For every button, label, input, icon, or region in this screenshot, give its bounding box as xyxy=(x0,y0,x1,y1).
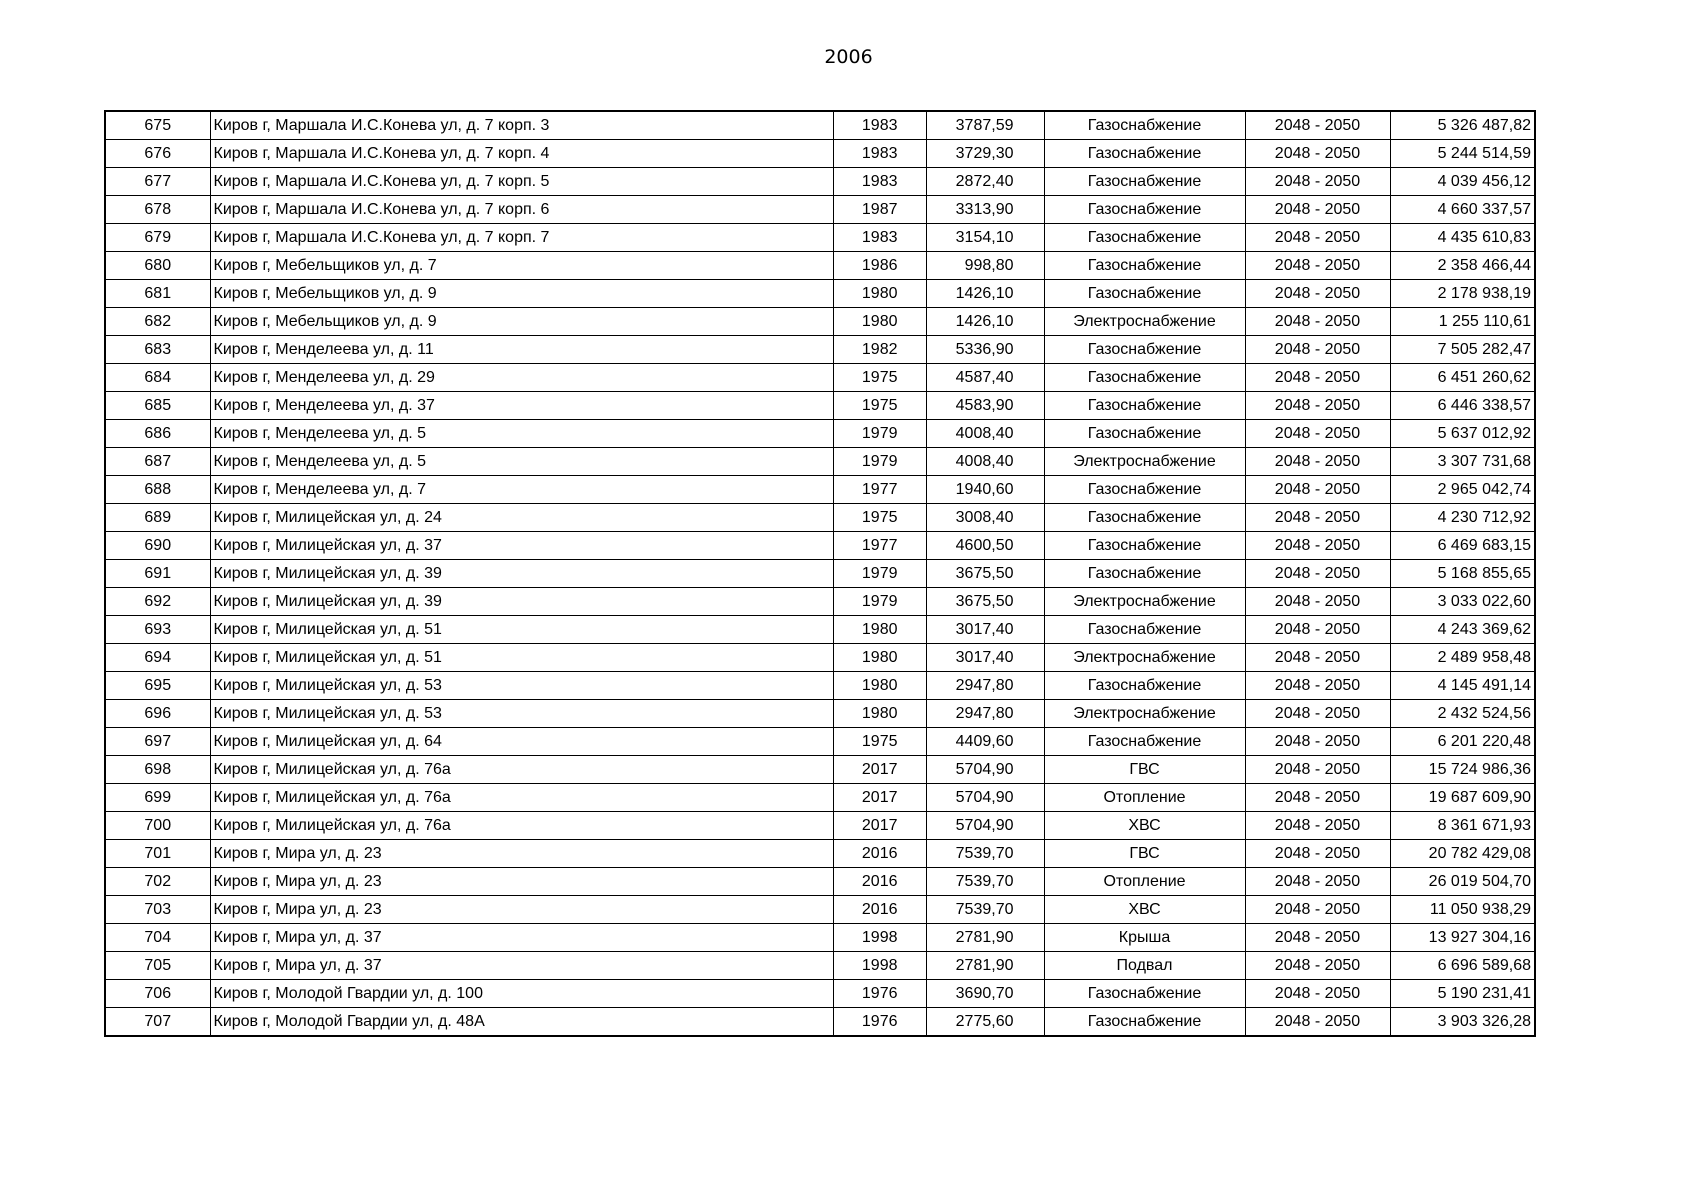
cell-address: Киров г, Милицейская ул, д. 53 xyxy=(210,672,833,700)
cell-row-number: 680 xyxy=(105,252,210,280)
table-row xyxy=(105,700,1535,728)
cell-work-type: Газоснабжение xyxy=(1044,224,1245,252)
cell-address: Киров г, Мира ул, д. 37 xyxy=(210,952,833,980)
cell-period: 2048 - 2050 xyxy=(1245,224,1390,252)
cell-row-number: 675 xyxy=(105,111,210,140)
cell-work-type: Отопление xyxy=(1044,868,1245,896)
cell-cost: 2 489 958,48 xyxy=(1390,644,1535,672)
cell-period: 2048 - 2050 xyxy=(1245,756,1390,784)
table-row xyxy=(105,504,1535,532)
cell-period: 2048 - 2050 xyxy=(1245,1008,1390,1037)
table-row xyxy=(105,560,1535,588)
cell-period: 2048 - 2050 xyxy=(1245,448,1390,476)
cell-period: 2048 - 2050 xyxy=(1245,728,1390,756)
cell-cost: 5 190 231,41 xyxy=(1390,980,1535,1008)
cell-cost: 11 050 938,29 xyxy=(1390,896,1535,924)
cell-build-year: 1980 xyxy=(833,280,926,308)
cell-row-number: 700 xyxy=(105,812,210,840)
cell-period: 2048 - 2050 xyxy=(1245,812,1390,840)
cell-build-year: 2017 xyxy=(833,784,926,812)
cell-area: 2781,90 xyxy=(926,952,1044,980)
cell-row-number: 689 xyxy=(105,504,210,532)
cell-row-number: 694 xyxy=(105,644,210,672)
cell-address: Киров г, Мебельщиков ул, д. 9 xyxy=(210,308,833,336)
cell-build-year: 1983 xyxy=(833,224,926,252)
cell-build-year: 1983 xyxy=(833,140,926,168)
cell-build-year: 2016 xyxy=(833,896,926,924)
cell-work-type: Газоснабжение xyxy=(1044,532,1245,560)
cell-work-type: Газоснабжение xyxy=(1044,252,1245,280)
cell-address: Киров г, Менделеева ул, д. 37 xyxy=(210,392,833,420)
cell-address: Киров г, Мира ул, д. 23 xyxy=(210,868,833,896)
table-row xyxy=(105,840,1535,868)
cell-row-number: 702 xyxy=(105,868,210,896)
cell-cost: 5 168 855,65 xyxy=(1390,560,1535,588)
cell-address: Киров г, Менделеева ул, д. 5 xyxy=(210,420,833,448)
cell-address: Киров г, Маршала И.С.Конева ул, д. 7 корп. 3 xyxy=(210,111,833,140)
cell-area: 7539,70 xyxy=(926,868,1044,896)
cell-cost: 19 687 609,90 xyxy=(1390,784,1535,812)
cell-address: Киров г, Мира ул, д. 23 xyxy=(210,896,833,924)
cell-cost: 6 469 683,15 xyxy=(1390,532,1535,560)
cell-area: 2872,40 xyxy=(926,168,1044,196)
cell-row-number: 701 xyxy=(105,840,210,868)
table-row xyxy=(105,364,1535,392)
cell-work-type: Электроснабжение xyxy=(1044,588,1245,616)
cell-work-type: Газоснабжение xyxy=(1044,728,1245,756)
table-row xyxy=(105,616,1535,644)
cell-period: 2048 - 2050 xyxy=(1245,252,1390,280)
cell-cost: 3 033 022,60 xyxy=(1390,588,1535,616)
cell-address: Киров г, Милицейская ул, д. 51 xyxy=(210,616,833,644)
cell-cost: 5 637 012,92 xyxy=(1390,420,1535,448)
cell-row-number: 704 xyxy=(105,924,210,952)
cell-cost: 15 724 986,36 xyxy=(1390,756,1535,784)
table-row xyxy=(105,224,1535,252)
cell-area: 998,80 xyxy=(926,252,1044,280)
table-row xyxy=(105,868,1535,896)
cell-row-number: 686 xyxy=(105,420,210,448)
cell-cost: 7 505 282,47 xyxy=(1390,336,1535,364)
cell-cost: 1 255 110,61 xyxy=(1390,308,1535,336)
cell-work-type: Газоснабжение xyxy=(1044,111,1245,140)
cell-address: Киров г, Милицейская ул, д. 64 xyxy=(210,728,833,756)
cell-area: 1426,10 xyxy=(926,280,1044,308)
cell-address: Киров г, Мира ул, д. 23 xyxy=(210,840,833,868)
cell-area: 3787,59 xyxy=(926,111,1044,140)
table-row xyxy=(105,728,1535,756)
cell-row-number: 676 xyxy=(105,140,210,168)
cell-cost: 4 039 456,12 xyxy=(1390,168,1535,196)
cell-work-type: Электроснабжение xyxy=(1044,448,1245,476)
cell-period: 2048 - 2050 xyxy=(1245,700,1390,728)
cell-row-number: 707 xyxy=(105,1008,210,1037)
cell-build-year: 2017 xyxy=(833,812,926,840)
cell-cost: 2 178 938,19 xyxy=(1390,280,1535,308)
table-row xyxy=(105,196,1535,224)
cell-address: Киров г, Милицейская ул, д. 51 xyxy=(210,644,833,672)
table-row xyxy=(105,784,1535,812)
cell-row-number: 698 xyxy=(105,756,210,784)
cell-work-type: Газоснабжение xyxy=(1044,560,1245,588)
cell-period: 2048 - 2050 xyxy=(1245,140,1390,168)
cell-work-type: Электроснабжение xyxy=(1044,700,1245,728)
cell-area: 5704,90 xyxy=(926,784,1044,812)
cell-build-year: 1977 xyxy=(833,476,926,504)
cell-cost: 6 696 589,68 xyxy=(1390,952,1535,980)
cell-row-number: 688 xyxy=(105,476,210,504)
housing-repair-table xyxy=(104,110,1536,1037)
cell-row-number: 685 xyxy=(105,392,210,420)
cell-period: 2048 - 2050 xyxy=(1245,111,1390,140)
table-row xyxy=(105,420,1535,448)
cell-build-year: 1975 xyxy=(833,728,926,756)
cell-cost: 26 019 504,70 xyxy=(1390,868,1535,896)
cell-row-number: 687 xyxy=(105,448,210,476)
cell-build-year: 2016 xyxy=(833,868,926,896)
cell-cost: 3 903 326,28 xyxy=(1390,1008,1535,1037)
cell-cost: 4 145 491,14 xyxy=(1390,672,1535,700)
cell-area: 3017,40 xyxy=(926,616,1044,644)
cell-row-number: 684 xyxy=(105,364,210,392)
cell-period: 2048 - 2050 xyxy=(1245,168,1390,196)
cell-area: 5704,90 xyxy=(926,812,1044,840)
cell-row-number: 697 xyxy=(105,728,210,756)
cell-period: 2048 - 2050 xyxy=(1245,868,1390,896)
cell-period: 2048 - 2050 xyxy=(1245,532,1390,560)
cell-cost: 6 451 260,62 xyxy=(1390,364,1535,392)
cell-area: 3017,40 xyxy=(926,644,1044,672)
cell-area: 3313,90 xyxy=(926,196,1044,224)
cell-cost: 2 965 042,74 xyxy=(1390,476,1535,504)
cell-cost: 4 243 369,62 xyxy=(1390,616,1535,644)
cell-work-type: Газоснабжение xyxy=(1044,504,1245,532)
cell-build-year: 1998 xyxy=(833,924,926,952)
cell-cost: 6 446 338,57 xyxy=(1390,392,1535,420)
table-row xyxy=(105,588,1535,616)
cell-work-type: Газоснабжение xyxy=(1044,616,1245,644)
table-row xyxy=(105,392,1535,420)
table-row xyxy=(105,280,1535,308)
cell-address: Киров г, Мебельщиков ул, д. 9 xyxy=(210,280,833,308)
cell-area: 4409,60 xyxy=(926,728,1044,756)
page-number: 2006 xyxy=(824,46,873,68)
cell-address: Киров г, Мебельщиков ул, д. 7 xyxy=(210,252,833,280)
cell-build-year: 1976 xyxy=(833,980,926,1008)
table-row xyxy=(105,812,1535,840)
cell-address: Киров г, Маршала И.С.Конева ул, д. 7 корп. 4 xyxy=(210,140,833,168)
cell-work-type: ХВС xyxy=(1044,812,1245,840)
cell-work-type: Газоснабжение xyxy=(1044,196,1245,224)
cell-work-type: Газоснабжение xyxy=(1044,168,1245,196)
cell-build-year: 1980 xyxy=(833,700,926,728)
cell-row-number: 679 xyxy=(105,224,210,252)
cell-area: 7539,70 xyxy=(926,896,1044,924)
cell-period: 2048 - 2050 xyxy=(1245,924,1390,952)
cell-period: 2048 - 2050 xyxy=(1245,392,1390,420)
cell-build-year: 1976 xyxy=(833,1008,926,1037)
cell-area: 3008,40 xyxy=(926,504,1044,532)
cell-area: 7539,70 xyxy=(926,840,1044,868)
cell-build-year: 1980 xyxy=(833,616,926,644)
cell-build-year: 1975 xyxy=(833,504,926,532)
cell-work-type: Газоснабжение xyxy=(1044,392,1245,420)
cell-row-number: 693 xyxy=(105,616,210,644)
cell-work-type: Крыша xyxy=(1044,924,1245,952)
cell-area: 3729,30 xyxy=(926,140,1044,168)
cell-cost: 3 307 731,68 xyxy=(1390,448,1535,476)
cell-period: 2048 - 2050 xyxy=(1245,616,1390,644)
cell-period: 2048 - 2050 xyxy=(1245,896,1390,924)
cell-area: 2775,60 xyxy=(926,1008,1044,1037)
cell-cost: 8 361 671,93 xyxy=(1390,812,1535,840)
cell-period: 2048 - 2050 xyxy=(1245,588,1390,616)
table-body xyxy=(105,111,1535,1036)
cell-row-number: 690 xyxy=(105,532,210,560)
cell-period: 2048 - 2050 xyxy=(1245,476,1390,504)
cell-area: 4008,40 xyxy=(926,420,1044,448)
cell-period: 2048 - 2050 xyxy=(1245,308,1390,336)
cell-build-year: 1980 xyxy=(833,644,926,672)
cell-work-type: ГВС xyxy=(1044,840,1245,868)
cell-address: Киров г, Маршала И.С.Конева ул, д. 7 корп. 5 xyxy=(210,168,833,196)
cell-address: Киров г, Менделеева ул, д. 29 xyxy=(210,364,833,392)
cell-address: Киров г, Милицейская ул, д. 39 xyxy=(210,588,833,616)
cell-area: 3675,50 xyxy=(926,560,1044,588)
cell-work-type: Газоснабжение xyxy=(1044,336,1245,364)
table-row xyxy=(105,1008,1535,1037)
cell-work-type: ХВС xyxy=(1044,896,1245,924)
cell-cost: 20 782 429,08 xyxy=(1390,840,1535,868)
table-row xyxy=(105,756,1535,784)
cell-area: 4008,40 xyxy=(926,448,1044,476)
table-row xyxy=(105,111,1535,140)
table-row xyxy=(105,308,1535,336)
cell-area: 2947,80 xyxy=(926,700,1044,728)
cell-period: 2048 - 2050 xyxy=(1245,504,1390,532)
cell-row-number: 677 xyxy=(105,168,210,196)
cell-period: 2048 - 2050 xyxy=(1245,280,1390,308)
cell-area: 1940,60 xyxy=(926,476,1044,504)
cell-period: 2048 - 2050 xyxy=(1245,784,1390,812)
cell-period: 2048 - 2050 xyxy=(1245,980,1390,1008)
cell-row-number: 699 xyxy=(105,784,210,812)
cell-cost: 2 358 466,44 xyxy=(1390,252,1535,280)
cell-address: Киров г, Маршала И.С.Конева ул, д. 7 корп. 7 xyxy=(210,224,833,252)
cell-build-year: 1979 xyxy=(833,560,926,588)
cell-address: Киров г, Милицейская ул, д. 53 xyxy=(210,700,833,728)
cell-row-number: 706 xyxy=(105,980,210,1008)
cell-address: Киров г, Милицейская ул, д. 76а xyxy=(210,812,833,840)
cell-area: 4587,40 xyxy=(926,364,1044,392)
cell-row-number: 705 xyxy=(105,952,210,980)
cell-area: 2781,90 xyxy=(926,924,1044,952)
cell-area: 3675,50 xyxy=(926,588,1044,616)
cell-work-type: Газоснабжение xyxy=(1044,280,1245,308)
cell-cost: 2 432 524,56 xyxy=(1390,700,1535,728)
cell-build-year: 1983 xyxy=(833,111,926,140)
cell-cost: 6 201 220,48 xyxy=(1390,728,1535,756)
cell-address: Киров г, Менделеева ул, д. 11 xyxy=(210,336,833,364)
cell-area: 4600,50 xyxy=(926,532,1044,560)
table-row xyxy=(105,532,1535,560)
cell-build-year: 1979 xyxy=(833,420,926,448)
cell-cost: 5 326 487,82 xyxy=(1390,111,1535,140)
cell-period: 2048 - 2050 xyxy=(1245,952,1390,980)
cell-address: Киров г, Менделеева ул, д. 5 xyxy=(210,448,833,476)
cell-cost: 4 230 712,92 xyxy=(1390,504,1535,532)
cell-period: 2048 - 2050 xyxy=(1245,672,1390,700)
cell-period: 2048 - 2050 xyxy=(1245,840,1390,868)
cell-work-type: Подвал xyxy=(1044,952,1245,980)
cell-cost: 13 927 304,16 xyxy=(1390,924,1535,952)
cell-period: 2048 - 2050 xyxy=(1245,336,1390,364)
cell-work-type: Отопление xyxy=(1044,784,1245,812)
cell-work-type: ГВС xyxy=(1044,756,1245,784)
cell-build-year: 1979 xyxy=(833,448,926,476)
cell-work-type: Электроснабжение xyxy=(1044,308,1245,336)
cell-area: 5704,90 xyxy=(926,756,1044,784)
cell-address: Киров г, Менделеева ул, д. 7 xyxy=(210,476,833,504)
cell-work-type: Газоснабжение xyxy=(1044,672,1245,700)
cell-address: Киров г, Милицейская ул, д. 39 xyxy=(210,560,833,588)
table-row xyxy=(105,896,1535,924)
cell-area: 1426,10 xyxy=(926,308,1044,336)
table-row xyxy=(105,644,1535,672)
table-row xyxy=(105,336,1535,364)
cell-address: Киров г, Молодой Гвардии ул, д. 100 xyxy=(210,980,833,1008)
cell-area: 3154,10 xyxy=(926,224,1044,252)
cell-row-number: 696 xyxy=(105,700,210,728)
cell-period: 2048 - 2050 xyxy=(1245,560,1390,588)
cell-address: Киров г, Молодой Гвардии ул, д. 48А xyxy=(210,1008,833,1037)
cell-address: Киров г, Милицейская ул, д. 76а xyxy=(210,784,833,812)
table-row xyxy=(105,980,1535,1008)
cell-area: 2947,80 xyxy=(926,672,1044,700)
table-row xyxy=(105,252,1535,280)
cell-period: 2048 - 2050 xyxy=(1245,644,1390,672)
cell-address: Киров г, Милицейская ул, д. 76а xyxy=(210,756,833,784)
cell-area: 3690,70 xyxy=(926,980,1044,1008)
cell-build-year: 1987 xyxy=(833,196,926,224)
cell-row-number: 703 xyxy=(105,896,210,924)
cell-build-year: 1977 xyxy=(833,532,926,560)
table-row xyxy=(105,168,1535,196)
table-row xyxy=(105,924,1535,952)
cell-area: 4583,90 xyxy=(926,392,1044,420)
cell-period: 2048 - 2050 xyxy=(1245,420,1390,448)
table-row xyxy=(105,672,1535,700)
cell-row-number: 695 xyxy=(105,672,210,700)
table-row xyxy=(105,476,1535,504)
cell-build-year: 1975 xyxy=(833,364,926,392)
cell-row-number: 691 xyxy=(105,560,210,588)
cell-cost: 4 435 610,83 xyxy=(1390,224,1535,252)
cell-work-type: Газоснабжение xyxy=(1044,364,1245,392)
cell-period: 2048 - 2050 xyxy=(1245,364,1390,392)
cell-build-year: 1980 xyxy=(833,672,926,700)
cell-area: 5336,90 xyxy=(926,336,1044,364)
cell-build-year: 2016 xyxy=(833,840,926,868)
cell-row-number: 681 xyxy=(105,280,210,308)
cell-work-type: Газоснабжение xyxy=(1044,1008,1245,1037)
cell-cost: 4 660 337,57 xyxy=(1390,196,1535,224)
cell-row-number: 682 xyxy=(105,308,210,336)
cell-build-year: 2017 xyxy=(833,756,926,784)
table-row xyxy=(105,952,1535,980)
cell-work-type: Электроснабжение xyxy=(1044,644,1245,672)
cell-address: Киров г, Мира ул, д. 37 xyxy=(210,924,833,952)
cell-row-number: 683 xyxy=(105,336,210,364)
cell-period: 2048 - 2050 xyxy=(1245,196,1390,224)
cell-row-number: 678 xyxy=(105,196,210,224)
cell-build-year: 1982 xyxy=(833,336,926,364)
cell-build-year: 1986 xyxy=(833,252,926,280)
cell-work-type: Газоснабжение xyxy=(1044,980,1245,1008)
cell-build-year: 1983 xyxy=(833,168,926,196)
cell-cost: 5 244 514,59 xyxy=(1390,140,1535,168)
cell-build-year: 1998 xyxy=(833,952,926,980)
table-row xyxy=(105,448,1535,476)
cell-row-number: 692 xyxy=(105,588,210,616)
cell-build-year: 1980 xyxy=(833,308,926,336)
cell-address: Киров г, Милицейская ул, д. 37 xyxy=(210,532,833,560)
cell-work-type: Газоснабжение xyxy=(1044,420,1245,448)
cell-work-type: Газоснабжение xyxy=(1044,476,1245,504)
cell-work-type: Газоснабжение xyxy=(1044,140,1245,168)
cell-build-year: 1975 xyxy=(833,392,926,420)
cell-address: Киров г, Маршала И.С.Конева ул, д. 7 корп. 6 xyxy=(210,196,833,224)
cell-address: Киров г, Милицейская ул, д. 24 xyxy=(210,504,833,532)
cell-build-year: 1979 xyxy=(833,588,926,616)
table-row xyxy=(105,140,1535,168)
